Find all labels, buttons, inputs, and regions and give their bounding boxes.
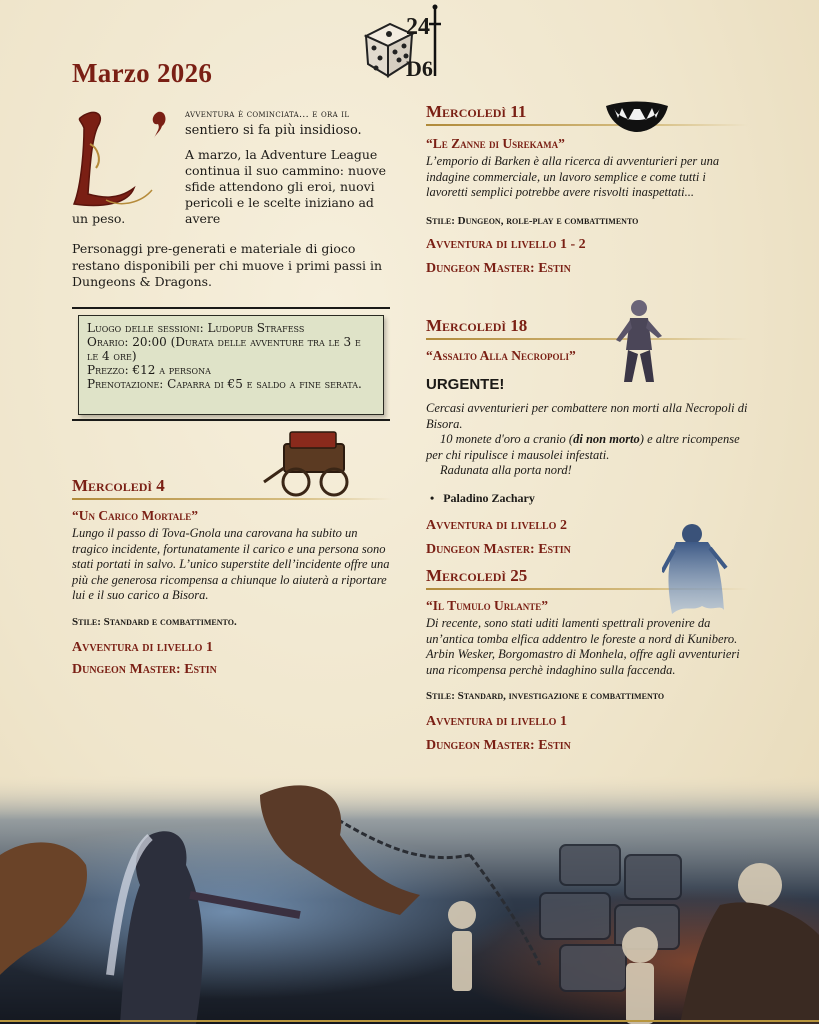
bullet-text: Paladino Zachary [443, 490, 535, 505]
event-divider [72, 498, 392, 500]
event-style: Stile: Standard e combattimento. [72, 615, 237, 628]
intro-lead-caps: avventura è cominciata... e ora il [185, 109, 350, 120]
event-wed-11 [426, 102, 748, 277]
event-description: Di recente, sono stati uditi lamenti spettrali provenire da un’antica tomba elfica addentro le foreste a nord di Kunibero. Arbin Wesker, Borgomastro di Monhela, offre agli avventurieri una ricompensa perchè indaghino sulla faccenda. [426, 616, 740, 677]
event-date: Mercoledì 4 [72, 476, 165, 495]
event-dungeon-master: Dungeon Master: Estin [72, 661, 217, 677]
zombie-illustration [614, 296, 664, 386]
intro-paragraph-2: A marzo, la Adventure League continua il suo cammino: nuove sfide attendono gli eroi, nuovi pericoli e le scelte iniziano ad avere [185, 147, 387, 226]
event-level: Avventura di livello 2 [426, 517, 567, 533]
event-urgent-label: URGENTE! [426, 376, 505, 393]
intro-paragraph-3: Personaggi pre-generati e materiale di gioco restano disponibili per chi muove i primi passi in Dungeons & Dragons. [72, 241, 383, 289]
event-dungeon-master: Dungeon Master: Estin [426, 541, 571, 557]
event-title: “Il Tumulo Urlante” [426, 598, 549, 613]
event-description-3: Radunata alla porta nord! [440, 463, 572, 477]
event-dungeon-master: Dungeon Master: Estin [426, 738, 571, 753]
event-title: “Assalto Alla Necropoli” [426, 348, 576, 363]
event-description: Lungo il passo di Tova-Gnola una carovana ha subito un tragico incidente, fortunatamente il carico e una persona sono stati portati in salvo. L’unico superstite dell’incidente offre una più che generosa ricompensa a chiunque lo aiuterà a riportare lui e il suo carico a Bisora. [72, 526, 390, 602]
intro-line-1 [185, 106, 415, 139]
event-divider [426, 124, 748, 126]
event-level: Avventura di livello 1 [426, 714, 567, 729]
info-booking: Prenotazione: Caparra di €5 e saldo a fine serata. [87, 377, 362, 391]
event-level: Avventura di livello 1 - 2 [426, 236, 586, 252]
event-divider [426, 338, 748, 340]
desc-emphasis: di non morto [573, 432, 640, 446]
logo-number: 24 [406, 14, 430, 40]
info-time: Orario: 20:00 (Durata delle avventure tra le 3 e le 4 ore) [87, 335, 361, 363]
logo-dice-label: D6 [406, 56, 433, 81]
event-date: Mercoledì 11 [426, 102, 527, 121]
event-date: Mercoledì 18 [426, 316, 528, 335]
page-title: Marzo 2026 [72, 58, 213, 88]
league-logo [362, 4, 452, 82]
desc-part: ) e altre ricompense per chi ripulisce i mausolei infestati. [426, 432, 740, 462]
drop-cap [62, 104, 174, 214]
event-description-1: Cercasi avventurieri per combattere non morti alla Necropoli di Bisora. [426, 401, 748, 431]
drop-cap-ornament-icon [62, 104, 174, 214]
event-dungeon-master: Dungeon Master: Estin [426, 260, 571, 276]
battle-scene-icon [0, 775, 819, 1024]
intro-paragraph-2-tail: un peso. [72, 211, 126, 226]
event-style: Stile: Dungeon, role-play e combattimento [426, 214, 639, 227]
ghost-illustration [662, 520, 728, 616]
event-wed-4 [72, 476, 392, 678]
undead-figure-icon [614, 296, 664, 386]
info-location: Luogo delle sessioni: Ludopub Strafess [87, 321, 305, 335]
info-box [72, 305, 390, 423]
event-description-2 [426, 432, 748, 463]
bullet-icon: • [430, 490, 444, 505]
ghost-icon [662, 520, 728, 616]
info-box-top-bar [72, 307, 390, 309]
event-date: Mercoledì 25 [426, 566, 528, 585]
event-style: Stile: Standard, investigazione e combattimento [426, 690, 665, 702]
intro-lead-rest: sentiero si fa più insidioso. [185, 123, 362, 138]
info-box-bottom-bar [72, 419, 390, 421]
battle-artwork [0, 775, 819, 1024]
event-level: Avventura di livello 1 [72, 639, 213, 655]
desc-part: 10 monete d'oro a cranio ( [440, 432, 574, 446]
event-title: “Le Zanne di Usrekama” [426, 136, 565, 151]
event-description: L’emporio di Barken è alla ricerca di avventurieri per una indagine commerciale, un lavoro semplice e come tutti i lavoretti semplici potrebbe avere risvolti inaspettati... [426, 154, 720, 199]
info-price: Prezzo: €12 a persona [87, 363, 211, 377]
fangs-icon [604, 98, 670, 134]
fangs-illustration [604, 98, 670, 134]
event-bullet [426, 491, 748, 506]
event-title: “Un Carico Mortale” [72, 508, 199, 523]
